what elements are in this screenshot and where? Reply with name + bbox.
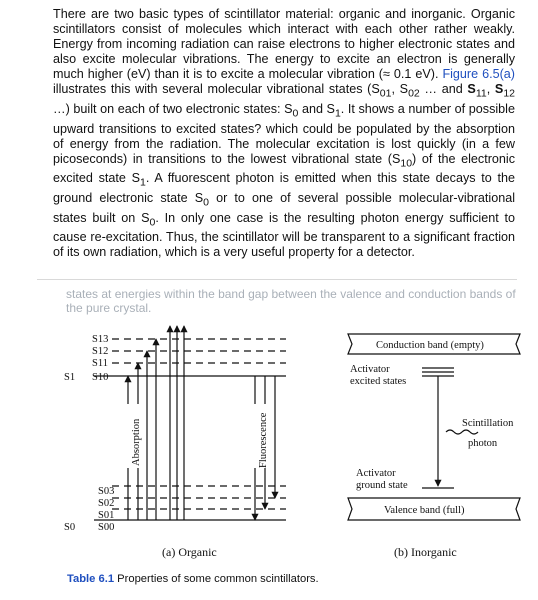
- paragraph-text: and S: [298, 102, 335, 117]
- paragraph-text: . A ffuorescent photon is emitted when this state decays to the ground electronic state S: [53, 171, 515, 206]
- caption-organic: (a) Organic: [162, 545, 217, 559]
- fluorescence-label: Fluorescence: [258, 412, 269, 468]
- level-label: S01: [98, 510, 115, 521]
- clipped-text-fragment: states at energies within the band gap between the valence and conduction bands of the pure crystal.: [66, 287, 516, 315]
- activator-ground-label: Activator: [356, 468, 396, 479]
- paragraph-text: . It shows a number of possible upward transitions to excited states? which could be populated by the absorption of energy from the radiation. The molecular excitation is lost quickly (in a few picoseconds) in transitions to the lowest vibrational state (S: [53, 102, 515, 166]
- body-paragraph: [53, 7, 515, 261]
- level-label: S03: [98, 486, 115, 497]
- activator-ground-label: ground state: [356, 480, 408, 491]
- table-caption: [67, 573, 319, 585]
- conduction-band-label: Conduction band (empty): [376, 340, 484, 351]
- paragraph-text: There are two basic types of scintillator material: organic and inorganic. Organic scintillators consist of molecules which interact with each other rather weakly. Energy from incoming radiation can raise electrons to higher electronic states and also excite molecular vibrations. The energy to excite an electron is generally much higher (eV) than it is to excite a molecular vibration (≈ 0.1 eV).: [53, 7, 515, 82]
- level-label: S12: [92, 346, 109, 357]
- scintillator-energy-diagram: [50, 320, 530, 570]
- paragraph-text: …) built on each of two electronic states: S: [53, 102, 293, 117]
- figure-6-5a-link[interactable]: Figure 6.5(a): [442, 67, 516, 82]
- table-6-1-link[interactable]: Table 6.1: [67, 573, 115, 585]
- subscript: 11: [475, 87, 487, 100]
- subscript: 01: [379, 87, 392, 100]
- level-label: S11: [92, 358, 108, 369]
- level-label: S02: [98, 498, 115, 509]
- paragraph-text: illustrates this with several molecular vibrational states (S: [53, 82, 380, 97]
- subscript: 0: [149, 216, 156, 229]
- state-s0-label: S0: [64, 522, 76, 533]
- paragraph-text: ,: [486, 82, 495, 97]
- scintillation-label: Scintillation: [462, 418, 514, 429]
- subscript: 0: [292, 107, 299, 120]
- subscript: 12: [503, 87, 516, 100]
- subscript: 1: [334, 107, 341, 120]
- caption-inorganic: (b) Inorganic: [394, 545, 457, 559]
- table-caption-text: Properties of some common scintillators.: [114, 573, 319, 585]
- valence-band-label: Valence band (full): [384, 505, 465, 516]
- divider: [37, 279, 517, 280]
- paragraph-text: , S: [391, 82, 409, 97]
- bold-symbol: S: [494, 82, 504, 97]
- subscript: 1: [140, 177, 146, 189]
- inorganic-labels: [350, 340, 514, 559]
- subscript: 0: [203, 196, 209, 209]
- activator-excited-label: excited states: [350, 376, 407, 387]
- level-label: S10: [92, 372, 109, 383]
- photon-wave: [446, 430, 478, 434]
- absorption-label: Absorption: [131, 418, 142, 466]
- subscript: 02: [408, 87, 420, 100]
- paragraph-text: . In only one case is the resulting photon energy sufficient to cause re-excitation. Thus, the scintillator will be transparent to a significant fraction of its own radiation, which is a very useful property for a detector.: [53, 210, 515, 260]
- subscript: 10: [400, 157, 413, 170]
- paragraph-text: or to one of several possible molecular-vibrational states built on S: [53, 191, 516, 225]
- organic-labels: [64, 334, 269, 559]
- paragraph-text: … and: [419, 82, 468, 97]
- bold-symbol: S: [467, 82, 476, 97]
- state-s1-label: S1: [64, 372, 76, 383]
- level-label: S00: [98, 522, 115, 533]
- level-label: S13: [92, 334, 109, 345]
- photon-label: photon: [468, 438, 498, 449]
- paragraph-text: ) of the electronic excited state S: [53, 151, 515, 186]
- activator-excited-label: Activator: [350, 364, 390, 375]
